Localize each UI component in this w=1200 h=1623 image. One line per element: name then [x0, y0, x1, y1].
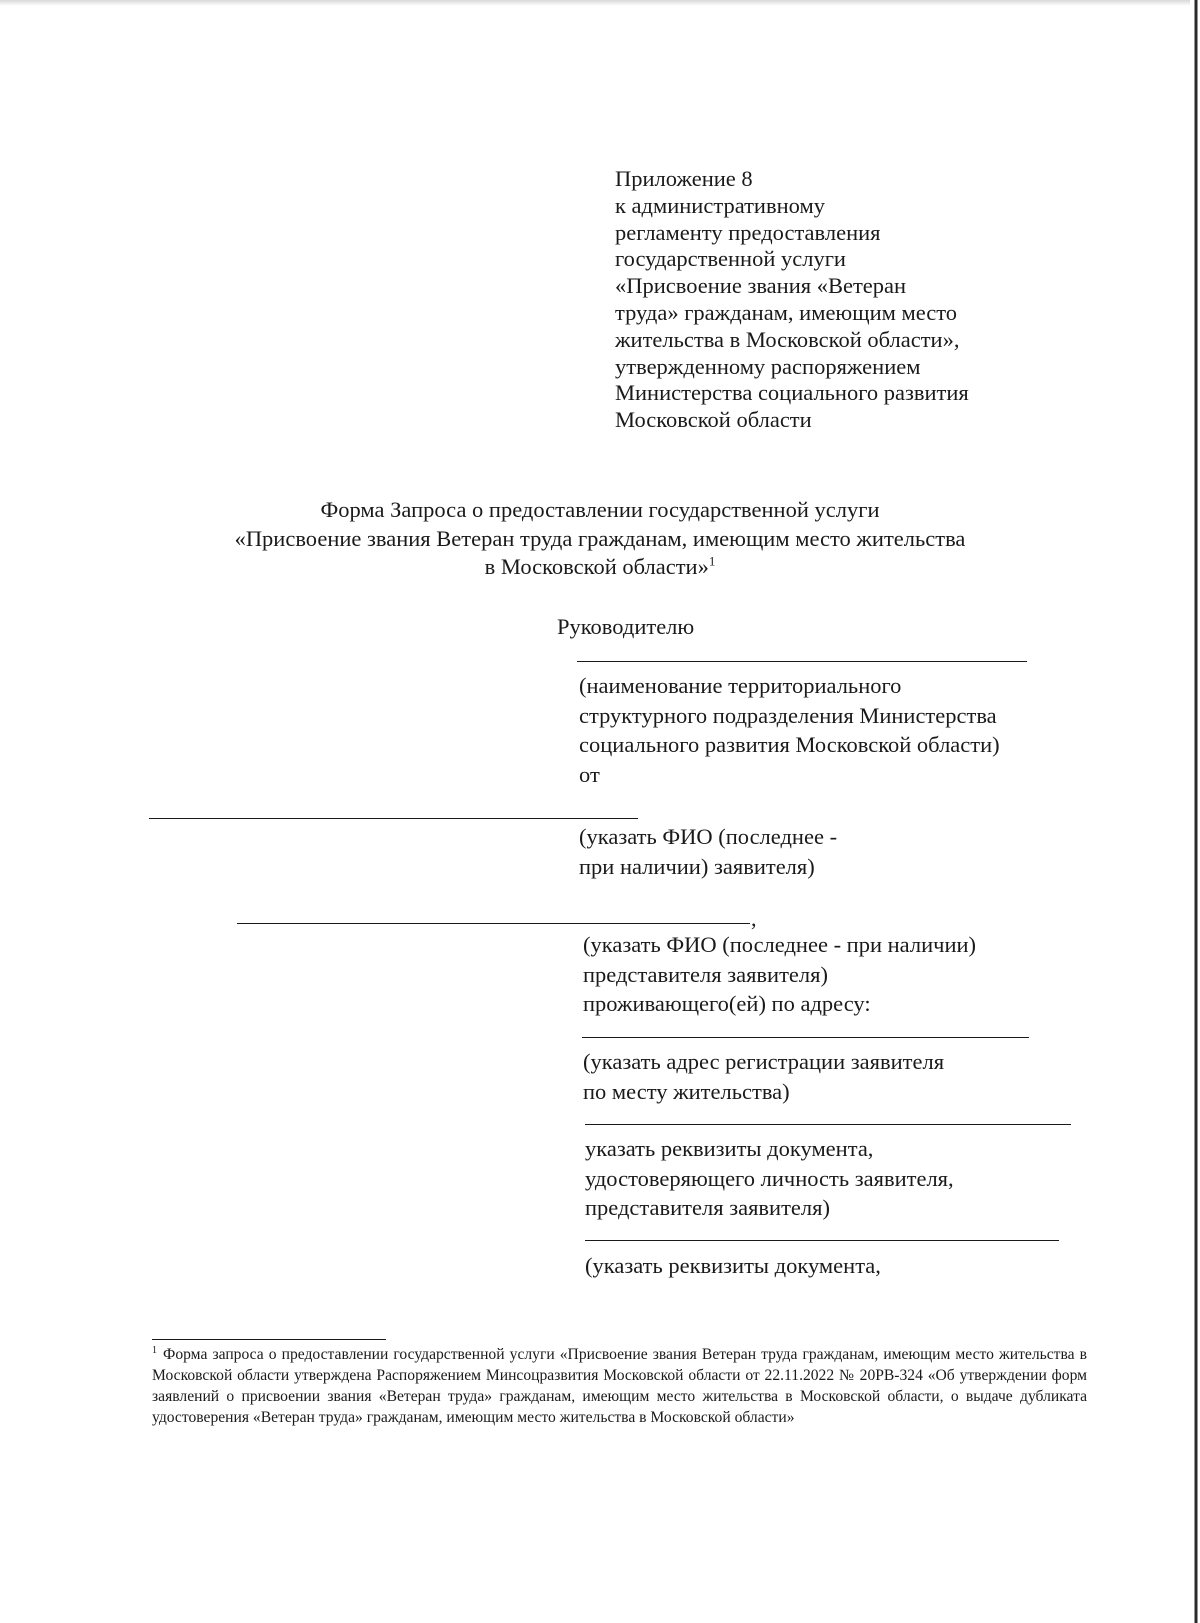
addressee-label: Руководителю [557, 614, 695, 639]
appendix-block: Приложение 8 к административному регламенту предоставления государственной услуги «Присвоение звания «Ветеран труда» гражданам, имеющим место жительства в Московской области», утвержденному распоряжением Министерства социального развития Московской области [615, 166, 969, 433]
org-name-hint: (наименование территориального структурного подразделения Министерства социального развития Московской области) от [579, 673, 1000, 787]
footnote-separator [152, 1339, 386, 1340]
applicant-name-hint: (указать ФИО (последнее - при наличии) заявителя) [579, 824, 838, 879]
form-title [120, 496, 1080, 582]
scan-top-edge [0, 0, 1200, 6]
id-document-hint: указать реквизиты документа, удостоверяющего личность заявителя, представителя заявителя) [585, 1136, 954, 1220]
applicant-name-blank-line [149, 818, 638, 819]
form-title-line-2: «Присвоение звания Ветеран труда гражданам, имеющим место жительства [234, 525, 966, 551]
address-hint: (указать адрес регистрации заявителя по месту жительства) [583, 1049, 945, 1104]
id-document-blank-line [585, 1124, 1071, 1125]
document-details-hint: (указать реквизиты документа, [585, 1253, 881, 1278]
org-name-blank-line [577, 661, 1027, 662]
representative-name-blank-line [237, 923, 750, 924]
form-title-line-1: Форма Запроса о предоставлении государственной услуги [320, 497, 880, 522]
scan-right-edge [1190, 0, 1200, 1623]
representative-name-hint: (указать ФИО (последнее - при наличии) представителя заявителя) проживающего(ей) по адресу: [583, 932, 977, 1016]
representative-line-comma: , [751, 906, 757, 931]
footnote [152, 1344, 1087, 1428]
document-details-blank-line [585, 1240, 1059, 1241]
form-title-line-3-text: в Московской области» [484, 554, 709, 579]
footnote-text: Форма запроса о предоставлении государственной услуги «Присвоение звания Ветеран труда гражданам, имеющим место жительства в Московской области утверждена Распоряжением Минсоцразвития Московской области от 22.11.2022 № 20РВ-324 «Об утверждении форм заявлений о присвоении звания «Ветеран труда» гражданам, имеющим место жительства в Московской области, о выдаче дубликата удостоверения «Ветеран труда» гражданам, имеющим место жительства в Московской области» [152, 1346, 1087, 1426]
address-blank-line [582, 1037, 1029, 1038]
footnote-mark: 1 [152, 1344, 157, 1356]
form-title-line-3 [120, 553, 1080, 582]
footnote-reference: 1 [708, 553, 716, 569]
